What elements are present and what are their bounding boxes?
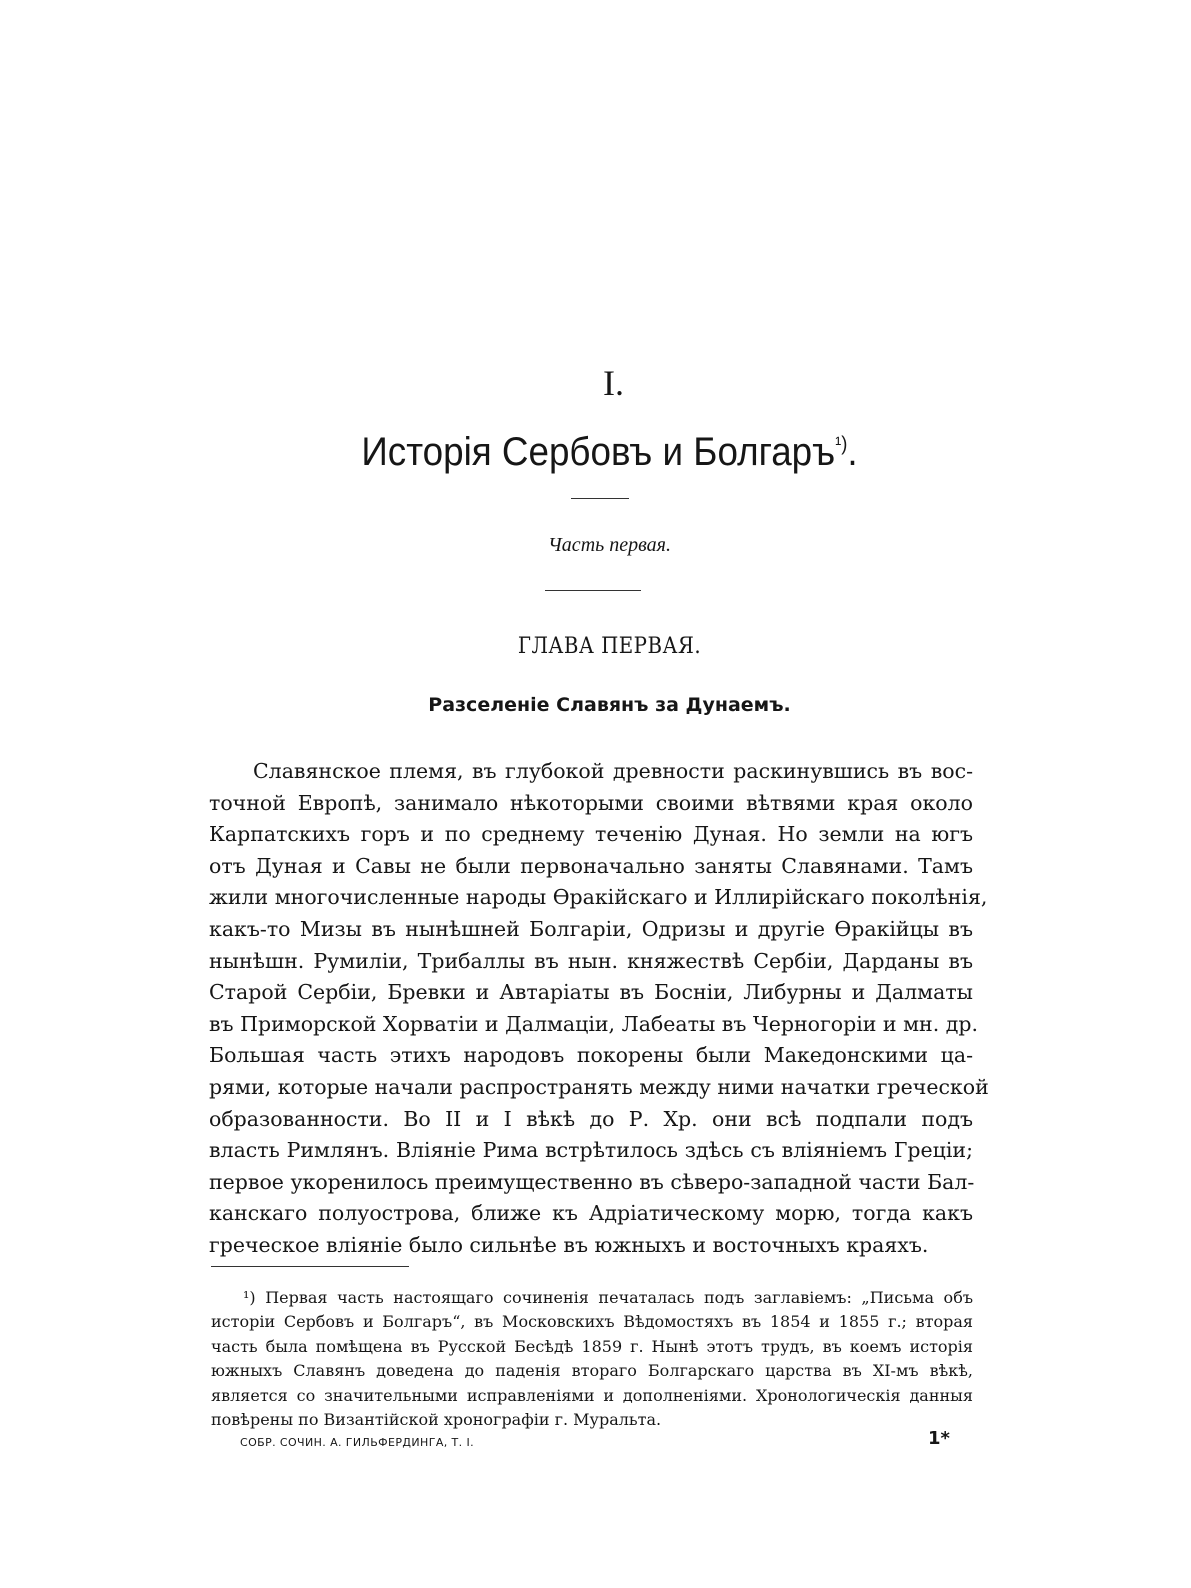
part-label: Часть первая.	[548, 534, 671, 556]
title-divider	[571, 498, 629, 499]
part-divider	[545, 590, 641, 591]
title-footnote-mark: ¹)	[835, 433, 848, 456]
body-line: власть Римлянъ. Вліяніе Рима встрѣтилось здѣсь съ вліяніемъ Греціи;	[209, 1138, 973, 1163]
body-line: Славянское племя, въ глубокой древности раскинувшись въ вос-	[253, 759, 973, 783]
section-heading: Разселеніе Славянъ за Дунаемъ.	[428, 694, 791, 716]
body-line: первое укоренилось преимущественно въ сѣверо-западной части Бал-	[209, 1169, 975, 1194]
title-text: Исторія Сербовъ и Болгаръ	[361, 430, 836, 474]
title-end: .	[847, 430, 858, 474]
body-line: какъ-то Мизы въ нынѣшней Болгаріи, Одризы и другіе Ѳракійцы въ	[209, 916, 973, 941]
body-line: Старой Сербіи, Бревки и Автаріаты въ Босніи, Либурны и Далматы	[209, 980, 973, 1005]
body-line: рями, которые начали распространять между ними начатки греческой	[209, 1074, 989, 1099]
printer-signature: СОБР. СОЧИН. А. ГИЛЬФЕРДИНГА, Т. I.	[240, 1436, 474, 1449]
page-title	[62, 430, 1158, 475]
footnote-line: является со значительными исправленіями и дополненіями. Хронологическія данныя	[211, 1385, 973, 1405]
body-line: образованности. Во II и I вѣкѣ до Р. Хр. они всѣ подпали подъ	[209, 1106, 973, 1131]
body-line: канскаго полуострова, ближе къ Адріатическому морю, тогда какъ	[209, 1201, 973, 1226]
footnote-line: часть была помѣщена въ Русской Бесѣдѣ 1859 г. Нынѣ этотъ трудъ, въ коемъ исторія	[211, 1336, 973, 1356]
footnote-line: повѣрены по Византійской хронографіи г. Муральта.	[211, 1410, 662, 1430]
footnote-line: южныхъ Славянъ доведена до паденія втораго Болгарскаго царства въ XI-мъ вѣкѣ,	[211, 1361, 973, 1381]
body-line: Большая часть этихъ народовъ покорены были Македонскими ца-	[209, 1043, 973, 1068]
body-paragraph	[209, 756, 989, 1262]
body-line: отъ Дуная и Савы не были первоначально заняты Славянами. Тамъ	[209, 853, 973, 878]
body-line: греческое вліяніе было сильнѣе въ южныхъ и восточныхъ краяхъ.	[209, 1232, 929, 1257]
sheet-mark: 1*	[928, 1428, 950, 1449]
body-line: въ Приморской Хорватіи и Далмаціи, Лабеаты въ Черногоріи и мн. др.	[209, 1011, 979, 1036]
footnote-line: исторіи Сербовъ и Болгаръ“, въ Московскихъ Вѣдомостяхъ въ 1854 и 1855 г.; вторая	[211, 1312, 973, 1332]
footnote-line: ¹) Первая часть настоящаго сочиненія печаталась подъ заглавіемъ: „Письма объ	[243, 1288, 973, 1307]
chapter-number: I.	[603, 363, 624, 403]
body-line: жили многочисленные народы Ѳракійскаго и Иллирійскаго поколѣнія,	[209, 885, 988, 910]
chapter-heading: ГЛАВА ПЕРВАЯ.	[517, 634, 702, 659]
body-line: нынѣшн. Румиліи, Трибаллы въ нын. княжествѣ Сербіи, Дарданы въ	[209, 948, 973, 973]
footnote-divider	[211, 1266, 409, 1267]
body-line: Карпатскихъ горъ и по среднему теченію Дуная. Но земли на югъ	[209, 822, 973, 847]
body-line: точной Европѣ, занимало нѣкоторыми своими вѣтвями края около	[209, 790, 973, 815]
footnote	[211, 1286, 973, 1432]
